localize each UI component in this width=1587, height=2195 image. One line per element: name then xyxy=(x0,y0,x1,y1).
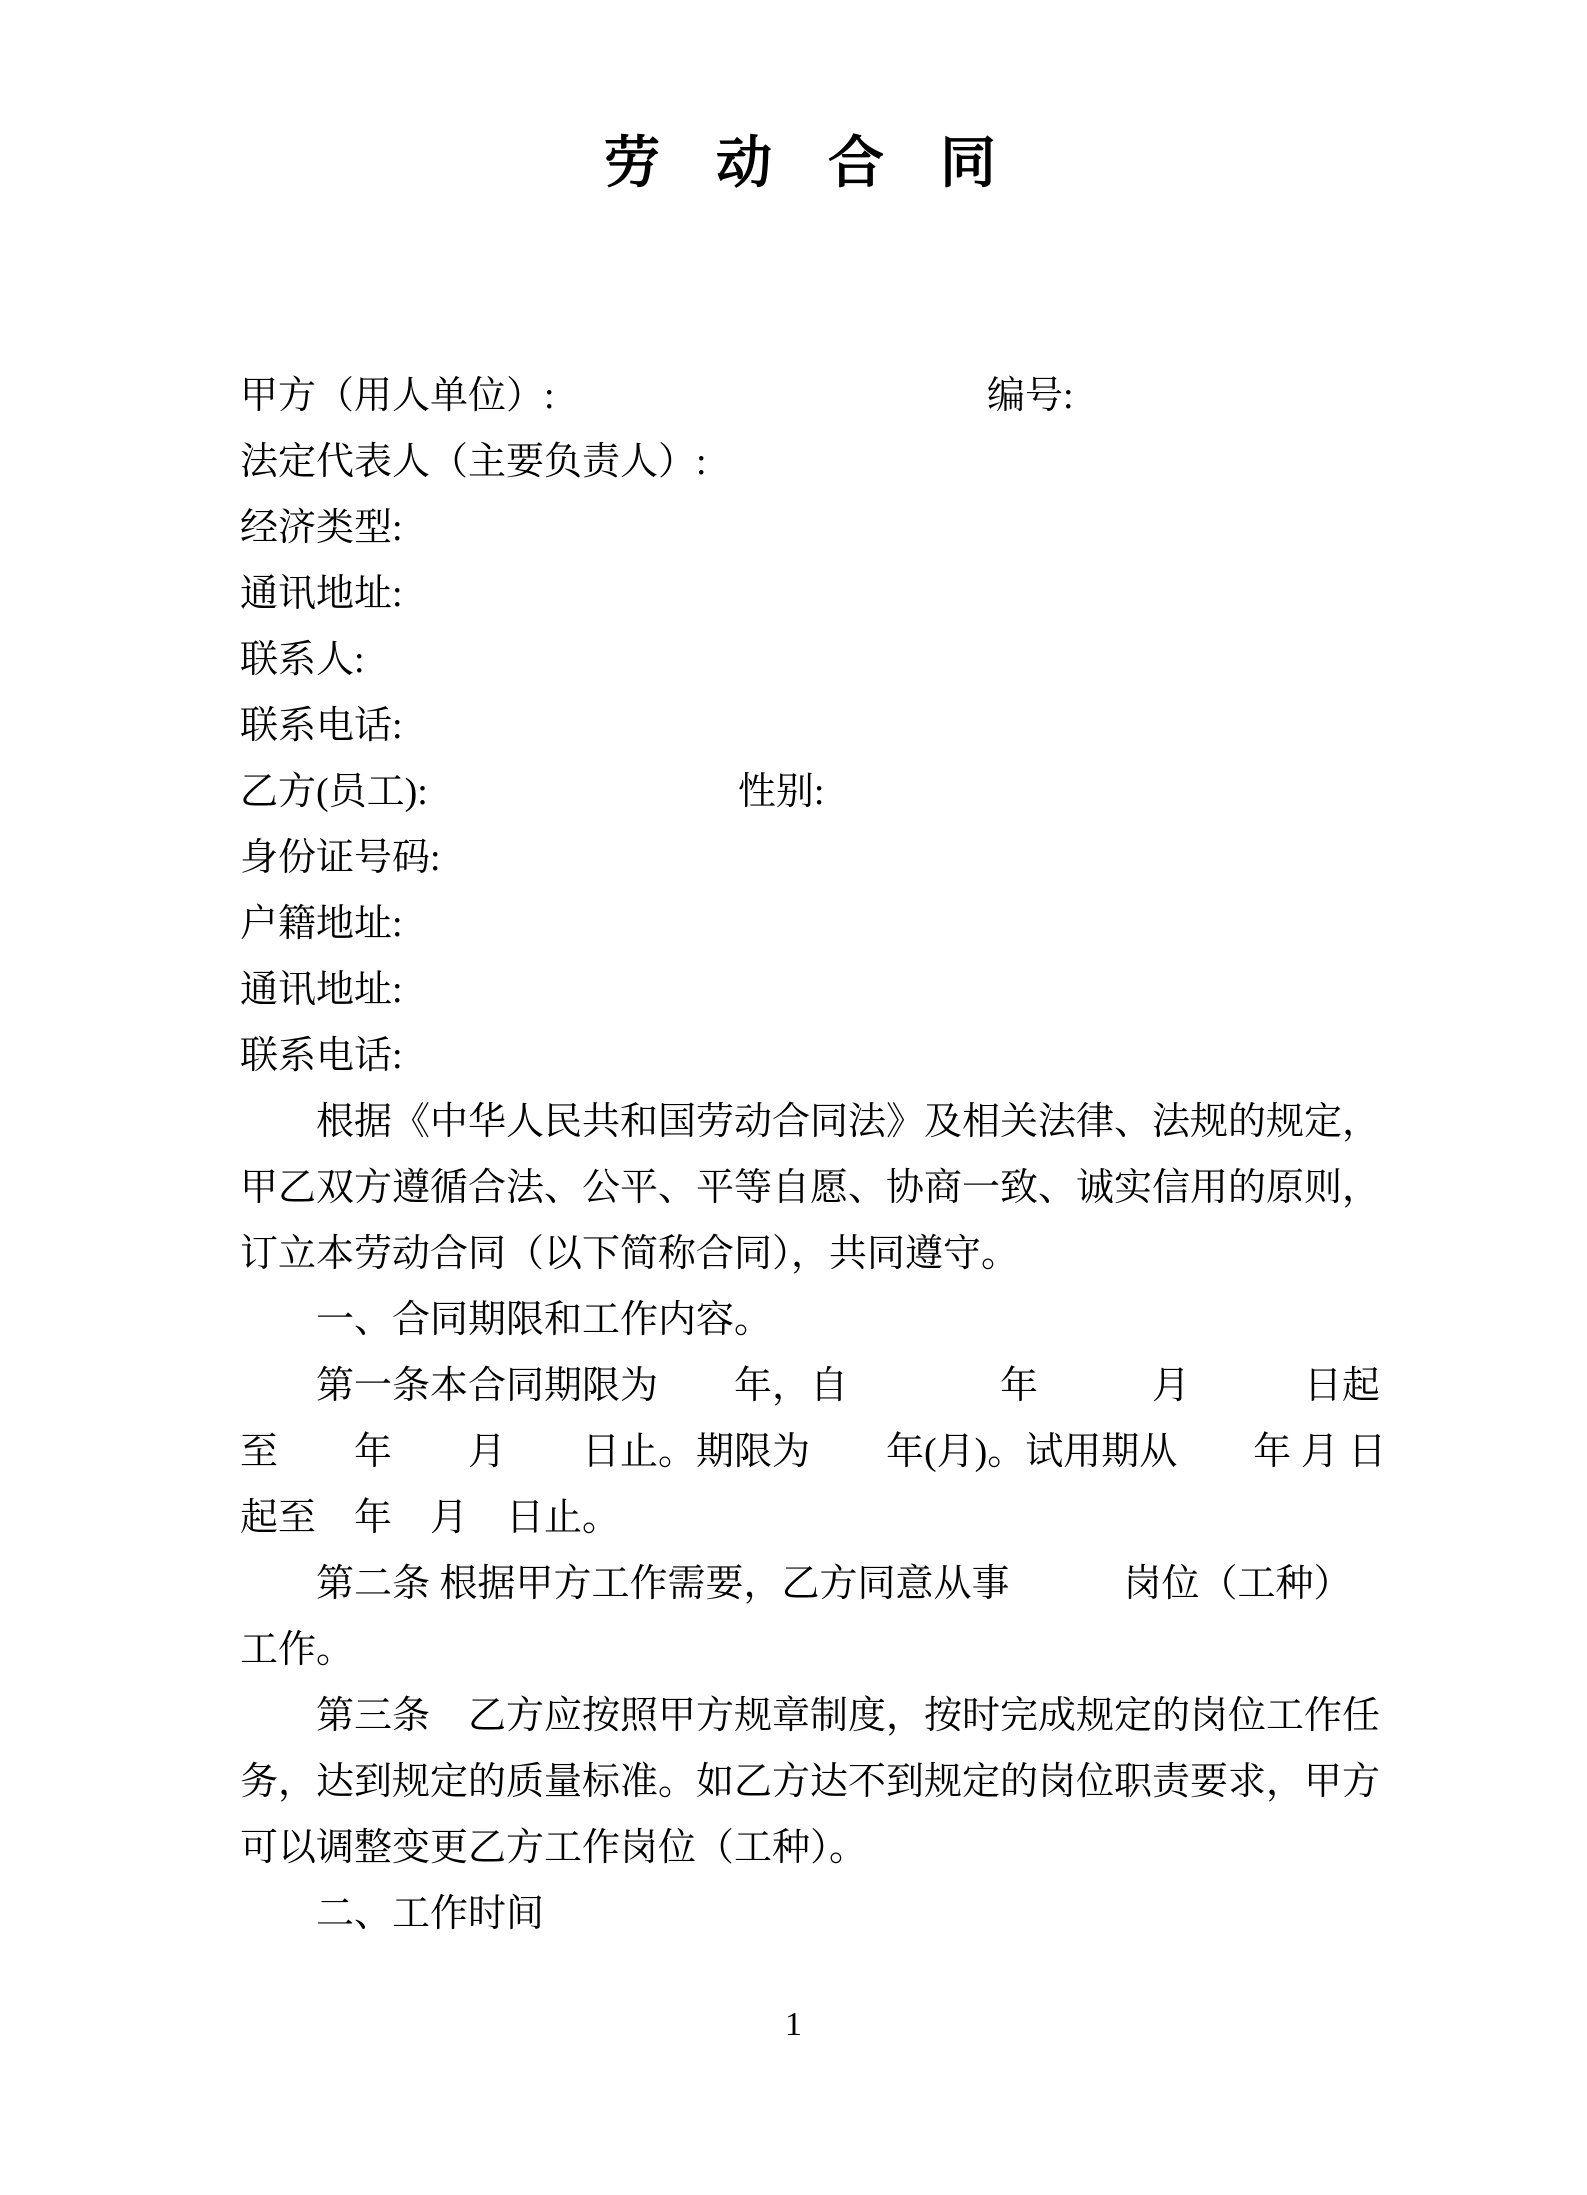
article-2-line-2: 工作。 xyxy=(240,1629,355,1671)
section-1-heading: 一、合同期限和工作内容。 xyxy=(316,1299,773,1341)
page-footer xyxy=(0,1992,1587,2058)
field-party-a-contact-phone: 联系电话: xyxy=(240,705,403,747)
document-title: 劳 动 合 同 xyxy=(604,133,996,195)
field-party-a-name: 甲方（用人单位）: xyxy=(240,375,555,417)
field-party-a-legal-representative: 法定代表人（主要负责人）: xyxy=(240,441,707,483)
page-number: 1 xyxy=(785,2006,802,2043)
section-2-heading: 二、工作时间 xyxy=(316,1893,545,1935)
field-party-b-contact-phone: 联系电话: xyxy=(240,1035,403,1077)
field-party-a-economic-type: 经济类型: xyxy=(240,507,403,549)
field-party-b-name: 乙方(员工): xyxy=(240,771,428,813)
article-1-line-1: 第一条本合同期限为 年，自 年 月 日起 xyxy=(316,1365,1381,1407)
article-1-line-3: 起至 年 月 日止。 xyxy=(240,1497,621,1539)
field-party-b-household-address: 户籍地址: xyxy=(240,903,403,945)
article-2-line-1: 第二条 根据甲方工作需要，乙方同意从事 岗位（工种） xyxy=(316,1563,1352,1605)
field-party-b-gender: 性别: xyxy=(737,771,825,813)
field-party-a-mailing-address: 通讯地址: xyxy=(240,573,403,615)
preamble-line-1: 根据《中华人民共和国劳动合同法》及相关法律、法规的规定， xyxy=(316,1101,1381,1143)
article-3-line-2: 务，达到规定的质量标准。如乙方达不到规定的岗位职责要求，甲方 xyxy=(240,1761,1381,1803)
field-party-a-contact-person: 联系人: xyxy=(240,639,365,681)
article-3-line-1: 第三条 乙方应按照甲方规章制度，按时完成规定的岗位工作任 xyxy=(316,1695,1381,1737)
field-party-b-id-number: 身份证号码: xyxy=(240,837,441,879)
preamble-line-3: 订立本劳动合同（以下简称合同），共同遵守。 xyxy=(240,1233,1020,1275)
serial-number-label: 编号: xyxy=(987,375,1074,417)
article-1-line-2: 至 年 月 日止。期限为 年(月)。试用期从 年 月 日 xyxy=(240,1431,1387,1473)
article-3-line-3: 可以调整变更乙方工作岗位（工种）。 xyxy=(240,1827,868,1869)
field-party-b-mailing-address: 通讯地址: xyxy=(240,969,403,1011)
field-party-b-name-gender-line xyxy=(240,759,1360,825)
preamble-line-2: 甲乙双方遵循合法、公平、平等自愿、协商一致、诚实信用的原则， xyxy=(240,1167,1381,1209)
